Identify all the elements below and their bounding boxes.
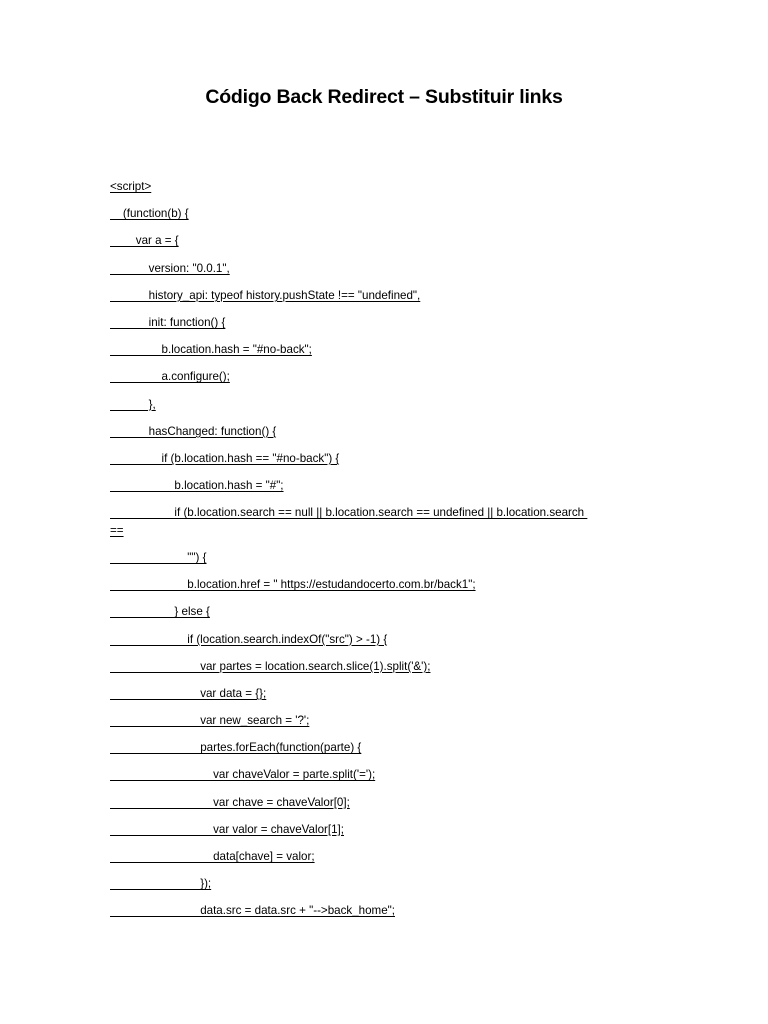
code-line: <script> [110,180,152,193]
code-line-continuation: == [110,523,124,537]
code-line: if (location.search.indexOf("src") > -1) { [110,632,388,646]
code-block [110,180,655,932]
code-line: } else { [110,605,210,619]
code-line: "") { [110,550,207,564]
code-line: b.location.href = " https://estudandocerto.com.br/back1"; [110,578,476,592]
code-line: if (b.location.hash == "#no-back") { [110,451,340,465]
code-line: b.location.hash = "#"; [110,479,284,493]
code-line: version: "0.0.1", [110,261,230,275]
code-line: (function(b) { [110,207,189,221]
code-line: a.configure(); [110,370,230,384]
code-line: var chave = chaveValor[0]; [110,795,350,809]
code-line: var partes = location.search.slice(1).split('&'); [110,659,431,673]
code-line: var a = { [110,234,179,248]
code-line: var new_search = '?'; [110,714,310,728]
code-line: partes.forEach(function(parte) { [110,741,362,755]
code-line: b.location.hash = "#no-back"; [110,343,312,357]
code-line: var chaveValor = parte.split('='); [110,768,376,782]
code-line: }, [110,397,156,411]
code-line: history_api: typeof history.pushState !== "undefined", [110,288,421,302]
code-line: var data = {}; [110,686,267,700]
code-line: hasChanged: function() { [110,424,277,438]
code-line: data[chave] = valor; [110,850,315,863]
page-title: Código Back Redirect – Substituir links [205,86,563,108]
code-line: init: function() { [110,315,226,329]
code-line: var valor = chaveValor[1]; [110,822,344,836]
code-line: data.src = data.src + "-->back_home"; [110,904,395,918]
code-line: if (b.location.search == null || b.location.search == undefined || b.location.search [110,506,588,520]
code-line: }); [110,877,212,891]
